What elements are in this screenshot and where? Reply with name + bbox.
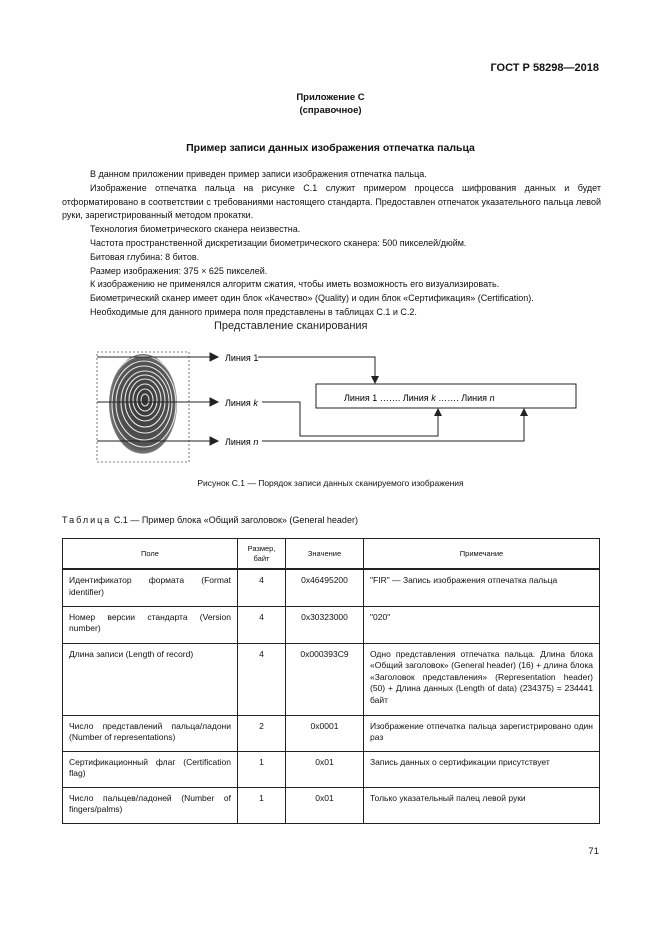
column-header: Значение (286, 539, 364, 570)
cell-size: 1 (238, 787, 286, 823)
cell-value: 0x30323000 (286, 606, 364, 643)
cell-note: "020" (364, 606, 600, 643)
cell-size: 1 (238, 751, 286, 787)
arrow-icon (520, 408, 528, 416)
connector-line-1 (258, 357, 375, 378)
page-number: 71 (588, 846, 599, 857)
fingerprint-icon (107, 354, 179, 454)
cell-note: Запись данных о сертификации присутствует (364, 751, 600, 787)
column-header: Примечание (364, 539, 600, 570)
arrow-icon (210, 437, 218, 445)
paragraph: Частота пространственной дискретизации биометрического сканера: 500 пикселей/дюйм. (90, 237, 467, 248)
cell-size: 4 (238, 606, 286, 643)
paragraph: Размер изображения: 375 × 625 пикселей. (90, 265, 268, 276)
arrow-icon (210, 398, 218, 406)
general-header-table (62, 538, 600, 824)
cell-note: Изображение отпечатка пальца зарегистрировано один раз (364, 715, 600, 751)
figure-caption: Рисунок С.1 — Порядок записи данных сканируемого изображения (197, 478, 464, 488)
paragraph: Изображение отпечатка пальца на рисунке С.1 служит примером процесса шифрования данных и будет отформатировано в соответствии с требованиями настоящего стандарта. Предоставлен отпечаток указательного пальца левой руки, зарегистрированный методом прокатки. (62, 182, 601, 221)
scan-title: Представление сканирования (214, 320, 368, 332)
arrow-icon (371, 376, 379, 384)
cell-field: Идентификатор формата (Format identifier) (63, 569, 238, 606)
scan-diagram (90, 316, 590, 476)
appendix-title: Приложение С (296, 92, 365, 103)
paragraph: В данном приложении приведен пример записи изображения отпечатка пальца. (90, 169, 427, 179)
table-row (63, 787, 600, 823)
table-row (63, 569, 600, 606)
cell-size: 2 (238, 715, 286, 751)
cell-field: Сертификационный флаг (Certification flag) (63, 751, 238, 787)
cell-value: 0x0001 (286, 715, 364, 751)
paragraph: Биометрический сканер имеет один блок «Качество» (Quality) и один блок «Сертификация» (Certification). (90, 293, 534, 304)
column-header: Размер, байт (238, 539, 286, 570)
cell-note: Одно представления отпечатка пальца. Длина блока «Общий заголовок» (General header) (16) + длина блока «Заголовок представления» (Representation header) (50) + Длина данных (Length of data) (234375) = 234441 байт (364, 643, 600, 715)
cell-field: Число представлений пальца/ладони (Number of representations) (63, 715, 238, 751)
document-code: ГОСТ Р 58298—2018 (490, 62, 599, 74)
table-row (63, 606, 600, 643)
cell-field: Длина записи (Length of record) (63, 643, 238, 715)
cell-value: 0x01 (286, 751, 364, 787)
cell-size: 4 (238, 643, 286, 715)
column-header: Поле (63, 539, 238, 570)
table-row (63, 643, 600, 715)
section-title: Пример записи данных изображения отпечатка пальца (186, 142, 475, 154)
table-header-row (63, 539, 600, 570)
cell-value: 0x01 (286, 787, 364, 823)
cell-value: 0x46495200 (286, 569, 364, 606)
table-caption (62, 515, 358, 525)
cell-size: 4 (238, 569, 286, 606)
table-caption-text: С.1 — Пример блока «Общий заголовок» (General header) (113, 515, 358, 525)
cell-value: 0x000393C9 (286, 643, 364, 715)
cell-field: Номер версии стандарта (Version number) (63, 606, 238, 643)
line-label-1: Линия 1 (225, 353, 259, 363)
figure-scan-order (90, 316, 590, 476)
storage-box-text: Линия 1 ……. Линия k ……. Линия n (344, 393, 495, 403)
paragraph: Битовая глубина: 8 битов. (90, 251, 200, 262)
body-text (62, 168, 601, 320)
line-label-n: Линия n (225, 437, 259, 447)
table-row (63, 751, 600, 787)
paragraph: Технология биометрического сканера неизвестна. (90, 224, 301, 235)
appendix-subtitle: (справочное) (299, 105, 362, 116)
table-caption-label: Таблица (62, 515, 112, 525)
cell-note: "FIR" — Запись изображения отпечатка пальца (364, 569, 600, 606)
arrow-icon (210, 353, 218, 361)
table-row (63, 715, 600, 751)
connector-line-k (262, 402, 438, 436)
cell-field: Число пальцев/ладоней (Number of fingers/palms) (63, 787, 238, 823)
connector-line-n (262, 414, 524, 441)
line-label-k: Линия k (225, 398, 258, 408)
arrow-icon (434, 408, 442, 416)
paragraph: К изображению не применялся алгоритм сжатия, чтобы иметь возможность его визуализировать. (90, 279, 500, 290)
paragraph: Необходимые для данного примера поля представлены в таблицах С.1 и С.2. (90, 306, 417, 317)
cell-note: Только указательный палец левой руки (364, 787, 600, 823)
